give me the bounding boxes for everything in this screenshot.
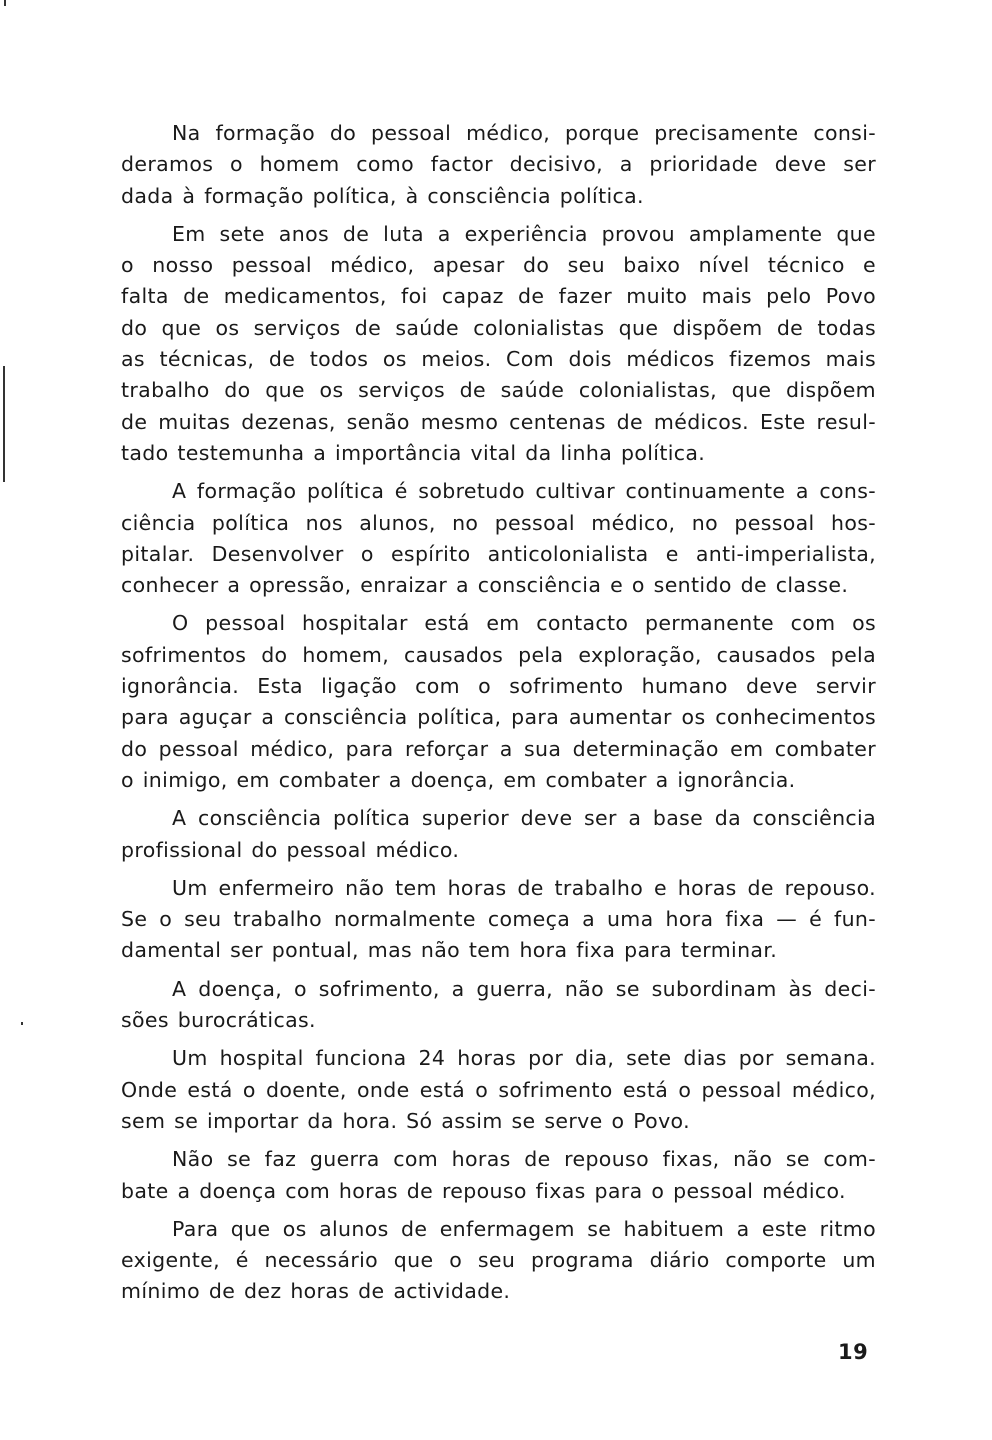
text-line: sões burocráticas. [121,1008,316,1033]
scan-edge-mark [3,366,5,482]
text-line: A doença, o sofrimento, a guerra, não se subordinam às deci- [172,976,876,1001]
text-line: ciência política nos alunos, no pessoal médico, no pessoal hos- [121,510,876,535]
paragraph [121,873,876,967]
paragraph [121,219,876,469]
text-line: A consciência política superior deve ser a base da consciência [172,806,876,831]
text-line: profissional do pessoal médico. [121,837,460,862]
text-line: ignorância. Esta ligação com o sofrimento humano deve servir [121,674,876,699]
text-line: Se o seu trabalho normalmente começa a uma hora fixa — é fun- [121,907,876,932]
text-line: deramos o homem como factor decisivo, a prioridade deve ser [121,152,876,177]
scan-edge-mark [4,0,6,6]
text-line: o nosso pessoal médico, apesar do seu baixo nível técnico e [121,253,876,278]
text-line: sofrimentos do homem, causados pela exploração, causados pela [121,642,876,667]
paragraph [121,1214,876,1308]
text-line: bate a doença com horas de repouso fixas para o pessoal médico. [121,1178,846,1203]
body-text [121,118,876,1315]
paragraph [121,1043,876,1137]
paragraph [121,803,876,866]
scan-edge-mark [21,1022,23,1025]
text-line: falta de medicamentos, foi capaz de fazer muito mais pelo Povo [121,284,876,309]
text-line: Um enfermeiro não tem horas de trabalho e horas de repouso. [172,875,876,900]
text-line: tado testemunha a importância vital da linha política. [121,440,706,465]
text-line: dada à formação política, à consciência política. [121,183,644,208]
text-line: Para que os alunos de enfermagem se habituem a este ritmo [172,1216,876,1241]
text-line: as técnicas, de todos os meios. Com dois médicos fizemos mais [121,347,876,372]
text-line: exigente, é necessário que o seu programa diário comporte um [121,1248,876,1273]
text-line: Um hospital funciona 24 horas por dia, sete dias por semana. [172,1046,876,1071]
paragraph [121,118,876,212]
text-line: pitalar. Desenvolver o espírito anticolonialista e anti-imperialista, [121,541,876,566]
paragraph [121,476,876,601]
text-line: o inimigo, em combater a doença, em combater a ignorância. [121,767,796,792]
text-line: Na formação do pessoal médico, porque precisamente consi- [172,121,876,145]
text-line: A formação política é sobretudo cultivar continuamente a cons- [172,479,876,504]
text-line: para aguçar a consciência política, para aumentar os conhecimentos [121,705,876,730]
text-line: damental ser pontual, mas não tem hora fixa para terminar. [121,938,778,963]
paragraph [121,974,876,1037]
text-line: sem se importar da hora. Só assim se serve o Povo. [121,1108,690,1133]
text-line: mínimo de dez horas de actividade. [121,1279,511,1304]
text-line: de muitas dezenas, senão mesmo centenas de médicos. Este resul- [121,409,876,434]
text-line: O pessoal hospitalar está em contacto permanente com os [172,611,876,636]
paragraph [121,1144,876,1207]
text-line: conhecer a opressão, enraizar a consciência e o sentido de classe. [121,573,849,598]
text-line: Onde está o doente, onde está o sofrimento está o pessoal médico, [121,1077,876,1102]
text-line: do que os serviços de saúde colonialistas que dispõem de todas [121,315,876,340]
page-number: 19 [838,1340,869,1364]
paragraph [121,608,876,796]
text-line: Não se faz guerra com horas de repouso fixas, não se com- [172,1147,876,1172]
text-line: Em sete anos de luta a experiência provou amplamente que [172,221,876,246]
text-line: do pessoal médico, para reforçar a sua determinação em combater [121,736,876,761]
text-line: trabalho do que os serviços de saúde colonialistas, que dispõem [121,378,876,403]
